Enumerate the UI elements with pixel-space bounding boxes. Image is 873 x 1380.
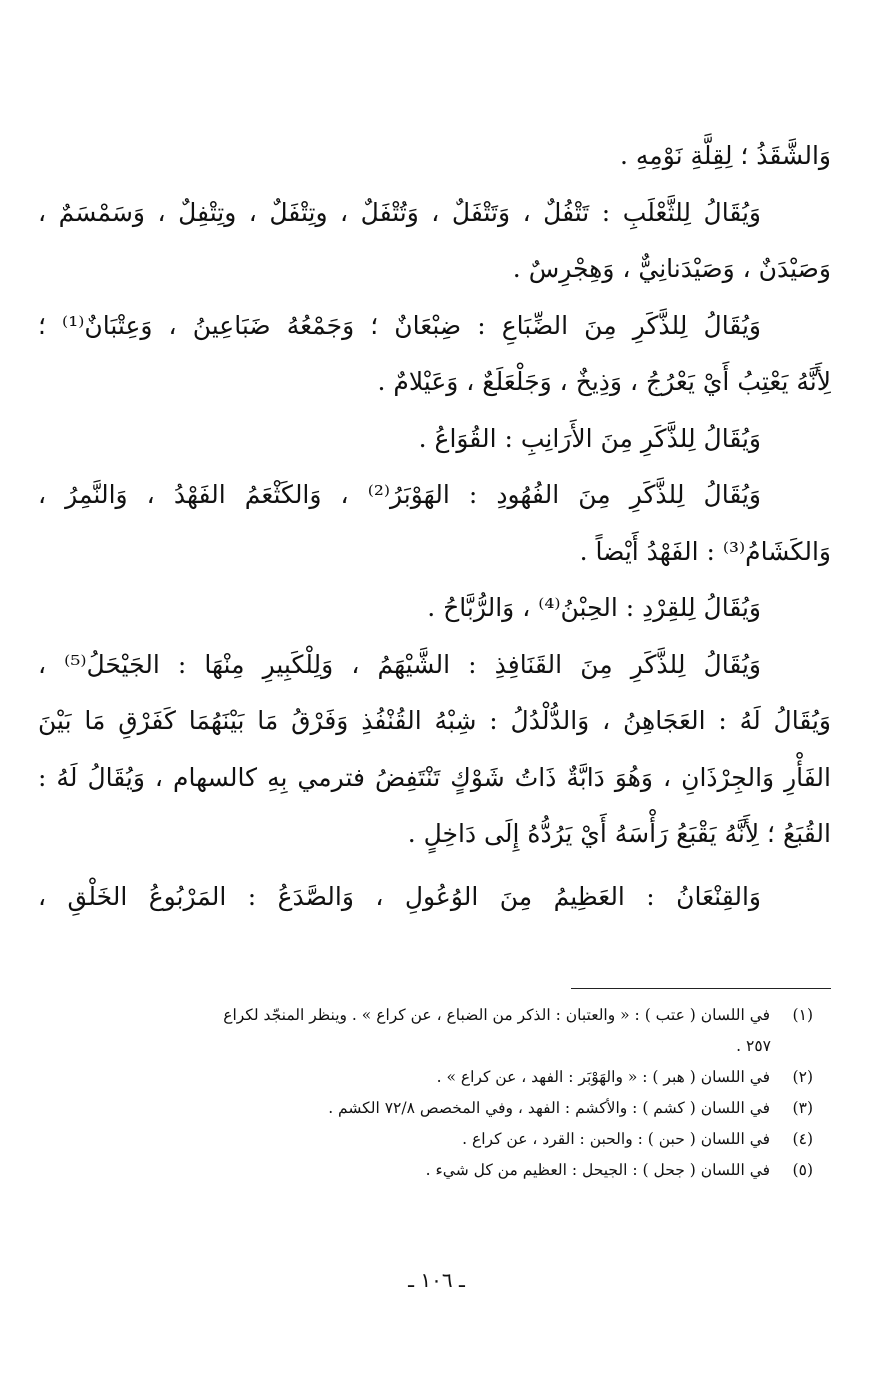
footnote-number: (١) (792, 1006, 813, 1024)
footnote-1-continuation: ٢٥٧ . (736, 1037, 771, 1055)
footnote-text: في اللسان ( عتب ) : « والعتبان : الذكر من الضباع ، عن كراع » . وينظر المنجّد لكراع (223, 1006, 771, 1024)
footnote-5 (38, 1155, 813, 1186)
text-line-6: وَيُقَالُ لِلذَّكَرِ مِنَ الأَرَانِبِ : القُوَاعُ . (418, 423, 761, 453)
text-line-14: وَالقِنْعَانُ : العَظِيمُ مِنَ الوُعُولِ ، وَالصَّدَعُ : المَرْبُوعُ الخَلْقِ ، (38, 881, 761, 911)
text-line-9: وَيُقَالُ لِلقِرْدِ : الحِبْنُ⁽⁴⁾ ، وَالرُّبَّاحُ . (427, 593, 761, 622)
footnote-number: (٢) (792, 1068, 813, 1086)
text-line-7: وَيُقَالُ لِلذَّكَرِ مِنَ الفُهُودِ : الهَوْبَرُ⁽²⁾ ، وَالكَثْعَمُ الفَهْدُ ، وَالنَّمِرُ ، (38, 480, 761, 509)
text-line-3: وَصَيْدَنٌ ، وَصَيْدَنانِيٌّ ، وَهِجْرِسٌ . (512, 254, 831, 283)
footnote-text: في اللسان ( حبن ) : والحبن : القرد ، عن كراع . (462, 1130, 771, 1148)
text-line-10: وَيُقَالُ لِلذَّكَرِ مِنَ القَنَافِذِ : الشَّيْهَمُ ، وَلِلْكَبِيرِ مِنْهَا : الجَيْحَلُ⁽⁵⁾ ، (38, 649, 761, 679)
footnote-number: (٥) (792, 1161, 813, 1179)
footnote-1 (38, 1000, 813, 1031)
text-line-5: لِأَنَّهُ يَعْتِبُ أَيْ يَعْرُجُ ، وَذِيخٌ ، وَجَلْعَلَعٌ ، وَعَيْلامٌ . (377, 367, 831, 396)
footnote-text: في اللسان ( كشم ) : والأكشم : الفهد ، وفي المخصص ٧٢/٨ الكشم . (328, 1099, 771, 1117)
page-number: ـ ١٠٦ ـ (408, 1268, 465, 1292)
footnote-text: في اللسان ( هبر ) : « والهَوْبَر : الفهد ، عن كراع » . (436, 1068, 771, 1086)
footnote-text: في اللسان ( جحل ) : الجيحل : العظيم من كل شيء . (425, 1161, 771, 1179)
main-text (38, 128, 831, 925)
footnotes (38, 1000, 813, 1186)
footnote-number: (٣) (792, 1099, 813, 1117)
footnote-separator (571, 988, 831, 989)
footnote-4 (38, 1124, 813, 1155)
footnote-number: (٤) (792, 1130, 813, 1148)
text-line-11: وَيُقَالُ لَهُ : العَجَاهِنُ ، وَالدُّلْدُلُ : شِبْهُ القُنْفُذِ وَفَرْقُ مَا بَيْنَهُمَا كَفَرْقِ مَا بَيْنَ (38, 706, 831, 735)
text-line-13: القُبَعُ ؛ لِأَنَّهُ يَقْبَعُ رَأْسَهُ أَيْ يَرُدُّهُ إِلَى دَاخِلٍ . (407, 819, 831, 848)
footnote-2 (38, 1062, 813, 1093)
text-line-8: وَالكَشَامُ⁽³⁾ : الفَهْدُ أَيْضاً . (579, 536, 831, 566)
text-line-1: وَالشَّقَذُ ؛ لِقِلَّةِ نَوْمِهِ . (620, 141, 831, 170)
text-line-4: وَيُقَالُ لِلذَّكَرِ مِنَ الضِّبَاعِ : ضِبْعَانٌ ؛ وَجَمْعُهُ ضَبَاعِينُ ، وَعِتْبَانٌ⁽¹⁾ ؛ (38, 310, 761, 340)
footnote-3 (38, 1093, 813, 1124)
text-line-2: وَيُقَالُ لِلثَّعْلَبِ : تَتْفُلٌ ، وَتَتْفَلٌ ، وَتُتْفَلٌ ، وتِتْفَلٌ ، وتِتْفِلٌ ، وَسَمْسَمٌ ، (38, 197, 761, 227)
text-line-12: الفَأْرِ وَالجِرْذَانِ ، وَهُوَ دَابَّةٌ ذَاتُ شَوْكٍ تَنْتَفِضُ فترمي بِهِ كالسهام ، وَيُقَالُ لَهُ : (38, 762, 831, 792)
